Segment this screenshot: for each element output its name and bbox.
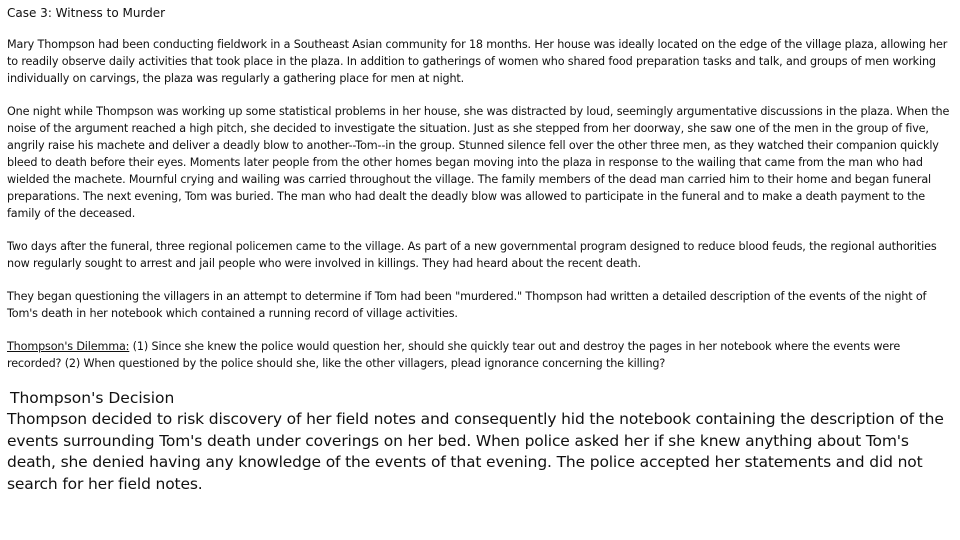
paragraph-questioning: They began questioning the villagers in an attempt to determine if Tom had been "murdered." Thompson had written a detailed description of the events of the night of Tom's death in her notebook which contained a running record of village activities. xyxy=(7,290,927,320)
dilemma-text: (1) Since she knew the police would question her, should she quickly tear out and destroy the pages in her notebook where the events were recorded? (2) When questioned by the police should she, like the other villagers, plead ignorance concerning the killing? xyxy=(7,340,901,370)
decision-title: Thompson's Decision xyxy=(10,389,175,407)
paragraph-police-arrival: Two days after the funeral, three regional policemen came to the village. As part of a new governmental program designed to reduce blood feuds, the regional authorities now regularly sought to arrest and jail people who were involved in killings. They had heard about the recent death. xyxy=(7,240,937,270)
slide-content xyxy=(7,5,955,495)
decision-text: Thompson decided to risk discovery of her field notes and consequently hid the notebook containing the description of the events surrounding Tom's death under coverings on her bed. When police asked her if she knew anything about Tom's death, she denied having any knowledge of the events of that evening. The police accepted her statements and did not search for her field notes. xyxy=(7,410,944,493)
case-title: Case 3: Witness to Murder xyxy=(7,6,166,20)
paragraph-incident: One night while Thompson was working up some statistical problems in her house, she was distracted by loud, seemingly argumentative discussions in the plaza. When the noise of the argument reached a high pitch, she decided to investigate the situation. Just as she stepped from her doorway, she saw one of the men in the group of five, angrily raise his machete and deliver a deadly blow to another--Tom--in the group. Stunned silence fell over the other three men, as they watched their companion quickly bleed to death before their eyes. Moments later people from the other homes began moving into the plaza in response to the wailing that came from the man who had wielded the machete. Mournful crying and wailing was carried throughout the village. The family members of the dead man carried him to their home and began funeral preparations. The next evening, Tom was buried. The man who had dealt the deadly blow was allowed to participate in the funeral and to make a death payment to the family of the deceased. xyxy=(7,105,950,220)
dilemma-label: Thompson's Dilemma: xyxy=(7,340,130,353)
dilemma-paragraph xyxy=(7,338,955,372)
decision-section xyxy=(7,388,955,495)
paragraph-fieldwork: Mary Thompson had been conducting fieldwork in a Southeast Asian community for 18 months. Her house was ideally located on the edge of the village plaza, allowing her to readily observe daily activities that took place in the plaza. In addition to gatherings of women who shared food preparation tasks and talk, and groups of men working individually on carvings, the plaza was regularly a gathering place for men at night. xyxy=(7,38,948,85)
